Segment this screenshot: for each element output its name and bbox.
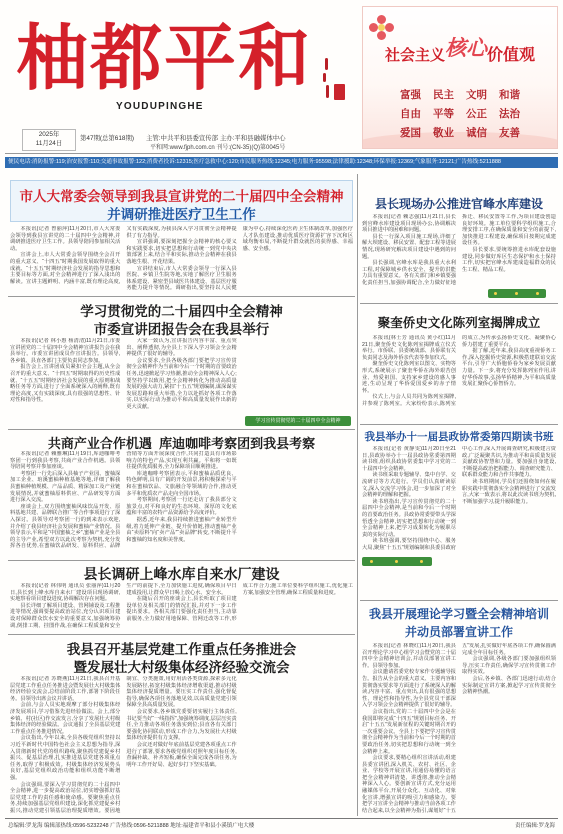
article-body xyxy=(362,446,556,554)
headline-subline: 并调研推进医疗卫生工作 xyxy=(107,207,256,222)
issue-year: 2025年 xyxy=(38,131,60,138)
article-body xyxy=(10,583,353,630)
core-value: 诚信 xyxy=(466,127,487,139)
section-rule xyxy=(360,600,558,601)
article-paragraph: 县长详细了解项目建设、管网铺设及工程推进等情况,强调要提高政治站位,充分认识项目建设对保障群众饮水安全的重要意义,加强统筹协调,倒排工期、挂图作战,在确保工程质量和安全生产的前提下,全力加快施工进度,确保项目早日建成投用,让群众早日喝上放心水、安全水。 xyxy=(10,583,237,629)
core-value: 富强 xyxy=(400,89,421,101)
article-paragraph: 县长强调,官峰水库是我县重大水利工程,对保障城乡供水安全、提升防洪能力具有重要意义。各有关部门和乡镇要强化责任担当,加强协调配合,全力做好征地拆迁、移民安置等工作,为项目建设创造良好环境。施工单位要科学组织施工,合理安排工序,在确保质量和安全的前提下,加快推进工程建设,确保项目按期完成建设任务。 xyxy=(362,214,556,286)
article-paragraph: 报告会上,宣讲团成员紧扣全会主题,从全会召开的重大意义、“十四五”时期取得的历史性成就、“十五五”时期经济社会发展的重大原则和战略任务等方面,进行了全面系统深入的阐释,既有理论高度,又有实践深度,具有很强的思想性、针对性和指导性。 xyxy=(10,364,121,404)
core-value: 平等 xyxy=(433,108,454,120)
article-paragraph: 座谈会上,双方围绕蜜柚风味饮品开发、原料基地共建、品牌联合推广等合作事项进行了深入探讨。县领导对考察团一行的到来表示欢迎,并介绍了我县经济社会发展和蜜柚产业情况。县领导表示,平和是“中国蜜柚之乡”,蜜柚产业是全县的主导产业,希望双方以此次考察为契机,充分发挥各自优势,在蜜柚饮品研发、原料供应、品牌营销等方面开展深度合作,共同打造具有市场影响力的特色产品,实现互利共赢。平和将一如既往提供优质服务,全力保障项目顺利推进。 xyxy=(10,451,237,550)
issue-date xyxy=(22,129,76,151)
article-paragraph: 在随后召开的座谈会上,县长听取了项目建设单位及相关部门的情况汇报,并对下一步工作提出要求。各相关部门要强化责任担当,主动靠前服务,全力做好用地保障、管网迁改等工作,形成工作合力;施工单位要科学组织施工,优化施工方案,加强安全管理,确保工程质量和进度。 xyxy=(126,583,353,622)
article-paragraph: 本报讯(记者 苏晓燕)11月21日,我县召开基层党建工作重点任务推进会暨发展壮大村级集体经济经验交流会,总结前阶段工作,部署下阶段任务。县领导出席会议并讲话。 xyxy=(10,676,121,702)
calligraphy-signature xyxy=(322,58,332,100)
footer-editor: 责任编辑:罗龙海 xyxy=(514,823,555,829)
article-paragraph: 宣讲会上,市人大常委会领导围绕全会召开的重大意义、“十四五”时期我国发展取得的重大成就、“十五五”时期经济社会发展的指导思想和主要目标等方面,对全会精神进行了深入浅出的解读。宣讲主题鲜明、内涵丰富,既有理论高度,又有实践深度,为我县深入学习贯彻全会精神提供了有力指导。 xyxy=(10,226,237,285)
article-paragraph: 会议指出,今年以来,全县各级党组织坚持以习近平新时代中国特色社会主义思想为指导,深入贯彻新时代党的组织路线,聚焦抓党建促乡村振兴、促基层治理,扎实推进基层党建各项重点任务,取得了积极成效。村级集体经济发展势头良好,基层党组织政治功能和组织功能不断增强。 xyxy=(10,735,121,781)
article-paragraph: 本报讯(记者 林伟明 通讯员 张丽萍)11月20日,县长到上峰水库自来水厂建设项目现场调研,实地察看项目建设进度,协调解决存在问题。 xyxy=(10,583,121,603)
website-line: 平和网:www.fjph.com.cn 刊号:(CN-35)(Q)第0045号 xyxy=(150,145,286,151)
article-paragraph: 宣讲强调,要深刻把握全会精神的核心要义和实践要求,切实把思想和行动统一到党中央决策部署上来,结合平和实际,推动全会精神在我县落地生根、开花结果。 xyxy=(126,239,237,265)
article-paragraph: 会议要求,要精心组织宣讲活动,组建县委宣讲团,深入机关、农村、社区、企业、学校等开展宣讲,用通俗易懂的语言把全会精神讲清楚、讲透彻,推动全会精神深入人心。要创新宣讲方式,充分运用融媒体平台,开展分众化、互动化、对象化宣讲,增强宣讲的吸引力和感染力。要把学习宣讲全会精神与推动当前各项工作结合起来,以全会精神为指引,谋划好“十五五”发展,扎实做好年底各项工作,确保圆满完成全年目标任务。 xyxy=(362,643,556,814)
headline: 我县举办十一届县政协常委第四期读书班 xyxy=(364,431,554,443)
article-paragraph: 本报讯(记者 赖志强)11月21日,县长到官峰水库建设项目现场办公,协调解决项目推进中的困难和问题。 xyxy=(362,214,456,234)
sponsor-line: 主管:中共平和县委宣传部 主办:平和县融媒体中心 xyxy=(146,135,286,142)
article-paragraph: 大家一致认为,宣讲报告内容丰富、重点突出、阐释透彻,为全县上下深入学习领会全会精神提供了很好的辅导。 xyxy=(126,338,237,358)
series-tag-ornament xyxy=(488,289,546,298)
core-values-title xyxy=(363,37,557,67)
article-paragraph: 读书班强调,要坚持围绕中心、服务大局,聚焦“十五五”规划编制和县委县政府中心工作,深入开展调查研究,积极建言资政,广泛凝聚共识,为推动平和高质量发展贡献政协智慧和力量。要加强自身建设,不断提高政治把握能力、调查研究能力、联系群众能力和合作共事能力。 xyxy=(362,446,556,551)
article-paragraph: 读书班指出,学习宣传贯彻党的二十届四中全会精神,是当前和今后一个时期的首要政治任务。县政协常委要带头学深悟透全会精神,切实把思想和行动统一到全会精神上来,把学习成果转化为履职尽责的实际行动。 xyxy=(362,498,456,538)
headline: 县长调研上峰水库自来水厂建设 xyxy=(83,566,280,582)
article-paragraph: 县长要求,要统筹推进水库配套设施建设,同步做好库区生态保护和水土保持工作,切实把官峰水库建成造福群众的民生工程、精品工程。 xyxy=(462,246,556,273)
article-paragraph: 据悉,近年来,我县持续推进蜜柚产业转型升级,着力延伸产业链、提升价值链,推动蜜柚产业由“卖原料”向“卖产品”“卖品牌”转变,不断提升平和蜜柚的知名度和美誉度。 xyxy=(126,516,237,543)
headline-subline: 暨发展壮大村级集体经济经验交流会 xyxy=(73,660,290,675)
article-paragraph: 仪式上,与会人员共同为陈列室揭牌,并参观了陈列室。大家纷纷表示,陈列室的成立,为传承弘扬侨史文化、凝聚侨心侨力搭建了重要平台。 xyxy=(362,335,556,407)
article-paragraph: 据了解,近年来,我县高度重视侨务工作,深入挖掘侨史资源,积极搭建联谊交流平台,引导广大侨胞侨眷为家乡发展贡献力量。下一步,将充分发挥陈列室作用,讲好华侨故事,弘扬华侨精神,为平和高质量发展汇聚侨心侨智侨力。 xyxy=(462,348,556,388)
core-values-box xyxy=(362,6,558,149)
article-paragraph: 会后,各乡镇、各部门迅速行动,结合实际制定宣讲方案,掀起学习宣传贯彻全会精神热潮。 xyxy=(462,675,556,696)
core-value: 民主 xyxy=(433,89,454,101)
article-paragraph: 会前,与会人员实地观摩了部分村级集体经济发展项目,学习借鉴先进经验做法。会上,部分乡镇、村(社区)作交流发言,分享了发展壮大村级集体经济的经验做法。会议通报了全县基层党建工作重点任务推进情况。 xyxy=(10,702,121,735)
core-values-row xyxy=(363,106,557,121)
article-paragraph: 本报讯(记者 林小惠 杨清清)11月21日,市委宣讲团党的二十届四中全会精神宣讲报告会在我县举行。市委宣讲团成员作宣讲报告。县领导,各乡镇、县直各部门主要负责同志参加。 xyxy=(10,338,121,364)
issue-day: 11月24日 xyxy=(35,140,63,147)
article-paragraph: 考察期间,考察团一行还走访了我县部分文旅景点,对平和良好的生态环境、深厚的文化底蕴和丰富的农特产品资源给予高度评价。 xyxy=(126,497,237,517)
article-paragraph: 会议要求,全县各级各部门要把学习宣传贯彻全会精神作为当前和今后一个时期的首要政治任务,迅速掀起学习热潮,推动全会精神深入人心;要坚持学以致用,把全会精神转化为推动高质量发展的强大动力,紧扣“十五五”规划编制,谋深谋实发展思路和重大举措,全力以赴抓好各项工作落实,以实际行动为推动平和高质量发展作出新的更大贡献。 xyxy=(126,357,237,410)
article-paragraph: 会议邀请省委党校专家作专题辅导报告。报告从全会的重大意义、主要内容和贯彻落实要求等方面进行了系统深入的解读,内容丰富、重点突出,具有很强的思想性、理论性和指导性,为全县党员干部深入学习领会全会精神提供了很好的辅导。 xyxy=(362,669,456,709)
core-value: 友善 xyxy=(499,127,520,139)
section-rule xyxy=(360,303,558,304)
series-tag: 学习宣传贯彻党的二十届四中全会精神 xyxy=(245,416,351,426)
article-paragraph: 本报讯(记者 黄静雯)11月20日至21日,县政协举办十一届县政协常委第四期读书班,组织县政协常委集中学习党的二十届四中全会精神。 xyxy=(362,446,456,472)
headline-subline: 并动员部署宣讲工作 xyxy=(404,625,513,639)
article-paragraph: 库迪咖啡考察团表示,平和蜜柚品质优良、特色鲜明,具有广阔的开发前景,将积极探索与平和在蜜柚饮品、文旅融合等领域的合作,推动更多平和优质农产品走向全国市场。 xyxy=(126,470,237,497)
footer-imprint: 总编辑:罗龙海 编辑部热线:0596-5232248 广告热线:0596-5211888 地址:福建省平和县小溪镇广电大楼 xyxy=(8,823,255,829)
core-values-title-c: 价值观 xyxy=(487,47,536,64)
article-paragraph: 会议强调,各级各部门要加强组织领导,压实工作责任,确保学习宣传贯彻工作取得实效。 xyxy=(462,656,556,676)
article-paragraph: 考察团一行先后深入县柚子产业园、蜜柚深加工企业、琯溪蜜柚种植基地等地,详细了解我县蜜柚种植规模、产品品质、精深加工及产业链发展情况,并就蜜柚原料供应、产品研发等方面进行深入交流。 xyxy=(10,470,121,504)
seal-stamp xyxy=(334,84,345,100)
column-divider xyxy=(357,174,358,816)
core-values-title-b: 核心 xyxy=(445,37,487,60)
article-body xyxy=(10,451,353,556)
headline: 学习贯彻党的二十届四中全会精神 xyxy=(80,304,283,319)
headline: 市人大常委会领导到我县宣讲党的二十届四中全会精神 xyxy=(19,189,344,204)
section-rule xyxy=(8,634,355,635)
issue-number: 第47期(总第618期) xyxy=(80,135,134,142)
core-values-title-a: 社会主义 xyxy=(384,47,445,64)
section-rule xyxy=(8,560,355,561)
core-value: 爱国 xyxy=(400,127,421,139)
core-value: 文明 xyxy=(466,89,487,101)
article-paragraph: 会议要求,各乡镇党委要切实履行主体责任,书记要当好“一线指挥”,加强统筹调度,层层压实责任,全力推动各项任务落实到位;县直各有关部门要强化协同联动,形成工作合力,为发展壮大村级集体经济提供有力支撑。 xyxy=(126,708,237,742)
headline: 县长现场办公推进官峰水库建设 xyxy=(374,197,543,211)
article-paragraph: 会议指出,党的二十届四中全会是在我国即将完成“十四五”规划目标任务、开启“十五五”发展新征程的关键时期召开的一次重要会议。全县上下要把学习宣传贯彻全会精神作为当前和今后一个时期的首要政治任务,切实把思想和行动统一到全会精神上来。 xyxy=(362,708,456,755)
hotline-bar: 便民电话:消防报警:119;治安报警:110;交通事故报警:122;消费者投诉:12315;医疗急救中心:120;市民服务热线:12345;电力服务:95598;法律援助:12348;环保举报:12369;气象服务:12121;广告热线:5211888 xyxy=(5,157,558,168)
core-value: 自由 xyxy=(400,108,421,120)
core-value: 和谐 xyxy=(499,89,520,101)
article-paragraph: 聚奎侨史文化陈列室以图文、实物等形式,系统展示了聚奎华侨在海外艰苦创业、热爱祖国、支持家乡建设的感人事迹,生动呈现了华侨爱国爱乡的赤子情怀。 xyxy=(362,361,456,394)
article-paragraph: 本报讯(记者 曾丽萍)11月20日,市人大常委会领导到我县宣讲党的二十届四中全会精神,并调研推进医疗卫生工作。县领导陪同参加相关活动。 xyxy=(10,226,121,252)
core-values-row xyxy=(363,125,557,140)
core-value: 公正 xyxy=(466,108,487,120)
section-rule xyxy=(8,296,355,297)
headline: 聚奎侨史文化陈列室揭牌成立 xyxy=(377,316,541,330)
article-paragraph: 本报讯(林士芳 通讯员 黄小红)11月21日,聚奎侨史文化陈列室揭牌成立仪式举行。市侨联、县委统战部、县侨联有关负责同志及海外侨亲代表等参加仪式。 xyxy=(362,335,456,361)
headline: 我县开展理论学习暨全会精神培训 xyxy=(368,607,549,621)
article-paragraph: 县长一行深入项目施工现场,详细了解大坝建设、移民安置、配套工程等进展情况,现场研究解决项目建设中遇到的问题。 xyxy=(362,233,456,260)
article-paragraph: 宣讲结束后,市人大常委会领导一行深入县医院、乡镇卫生院等地,实地了解医疗卫生服务体系建设、紧密型县域医共体建设、基层医疗服务能力提升等情况。调研指出,要坚持以人民健康为中心,持续深化医药卫生体制改革,加强医疗人才队伍建设,推动优质医疗资源扩容下沉和区域均衡布局,不断提升群众就医的获得感、幸福感、安全感。 xyxy=(126,226,353,292)
article-body xyxy=(10,226,353,292)
article-paragraph: 读书班采取专题辅导、集中自学、交流研讨等方式进行。学员们认真研读原文,深入交流学习体会,进一步加深了对全会精神的理解和把握。 xyxy=(362,472,456,499)
footer-rule xyxy=(5,818,558,819)
section-rule xyxy=(8,429,355,430)
core-value: 敬业 xyxy=(433,127,454,139)
headline: 共商产业合作机遇 库迪咖啡考察团到我县考察 xyxy=(47,436,316,451)
masthead-title: 柚都平和 xyxy=(16,15,313,100)
article-paragraph: 读书班期间,学员们还围绕如何在履职实践中贯彻落实全会精神进行了交流发言,大家一致表示,将以此次读书班为契机,不断加强学习,提升履职能力。 xyxy=(462,478,556,505)
article-body xyxy=(362,335,556,418)
article-paragraph: 本报讯(记者 林晓红)11月20日,我县召开理论学习中心组学习会暨党的二十届四中全会精神培训会,并动员部署宣讲工作。县领导参加。 xyxy=(362,643,456,669)
article-paragraph: 本报讯(记者 赖雅琳)11月19日,库迪咖啡考察团一行到我县考察,共商产业合作机遇。县领导陪同考察并参加座谈。 xyxy=(10,451,121,471)
article-paragraph: 会议强调,要深入学习贯彻党的二十届四中全会精神,进一步提高政治站位,切实增强抓好基层党建工作的责任感和使命感。要聚焦重点任务,持续加强基层党组织建设,深化抓党建促乡村振兴,推动党建引领基层治理提质增效。要因地制宜、分类施策,用好用活各类资源,探索多元化发展路径,拓宽村级集体经济增收渠道,推动村级集体经济提质增量。要压实工作责任,强化督促指导,确保各项任务落地见效,以高质量党建引领保障全县高质量发展。 xyxy=(10,676,237,814)
masthead-rule xyxy=(5,153,558,154)
core-value: 法治 xyxy=(499,108,520,120)
section-rule xyxy=(360,424,558,425)
masthead-pinyin: YOUDUPINGHE xyxy=(116,101,204,112)
core-values-row xyxy=(363,87,557,102)
article-body xyxy=(10,676,353,816)
headline-subline: 市委宣讲团报告会在我县举行 xyxy=(93,322,270,337)
article-paragraph: 会议还对做好年底前基层党建各项重点工作进行了部署,要求各级党组织对照年度目标任务,查漏补缺、补齐短板,确保全面完成各项任务,为明年工作开好局、起好步打下坚实基础。 xyxy=(126,741,237,768)
series-tag-ornament xyxy=(362,557,432,566)
headline: 我县召开基层党建工作重点任务推进会 xyxy=(66,642,297,657)
article-body xyxy=(10,338,353,414)
article-body xyxy=(362,643,556,816)
article-body xyxy=(362,214,556,287)
